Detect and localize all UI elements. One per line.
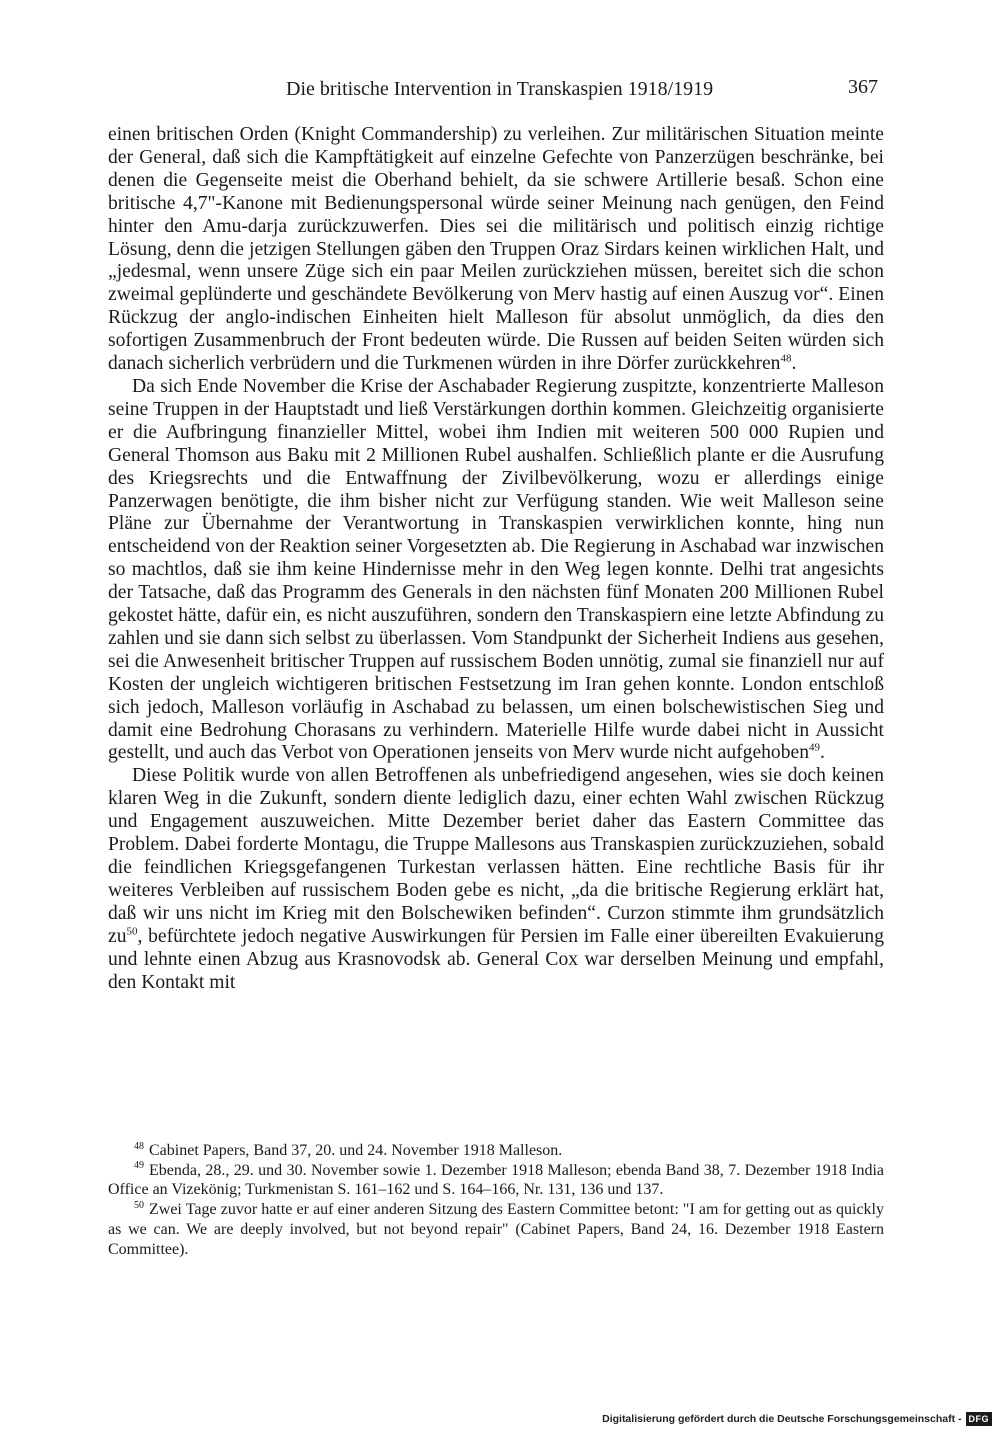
footnote bbox=[108, 1161, 884, 1200]
paragraph-text: einen britischen Orden (Knight Commandership) zu verleihen. Zur militärischen Situation meinte der General, daß sich die Kampftätigkeit auf einzelne Gefechte von Panzerzügen beschränke, bei denen die Gegenseite meist die Oberhand behielt, da sie schwere Artillerie besaß. Schon eine britische 4,7"-Kanone mit Bedienungspersonal würde seiner Meinung nach genügen, den Feind hinter den Amu-darja zurückzuwerfen. Dies sei die militärisch und politisch einzig richtige Lösung, denn die jetzigen Stellungen gäben den Truppen Oraz Sirdars keinen wirklichen Halt, und „jedesmal, wenn unsere Züge sich ein paar Meilen zurückziehen müssen, bereitet sich die schon zweimal geplünderte und geschändete Bevölkerung von Merv hastig auf einen Auszug vor“. Einen Rückzug der anglo-indischen Einheiten hielt Malleson für absolut unmöglich, da dies den sofortigen Zusammenbruch der Front bedeuten würde. Die Russen auf beiden Seiten würden sich danach sicherlich verbrüdern und die Turkmenen würden in ihre Dörfer zurückkehren bbox=[108, 124, 884, 375]
footnote bbox=[108, 1200, 884, 1259]
paragraph-text: . bbox=[791, 353, 797, 375]
footnote-text: Cabinet Papers, Band 37, 20. und 24. November 1918 Malleson. bbox=[149, 1142, 563, 1159]
dfg-logo: DFG bbox=[966, 1412, 993, 1426]
footnote-number: 48 bbox=[134, 1140, 144, 1152]
footnote-text: Zwei Tage zuvor hatte er auf einer anderen Sitzung des Eastern Committee betont: "I am for getting out as quickly as we can. We are deeply involved, but not beyond repair" (Cabinet Papers, Band 24, 16. Dezember 1918 Eastern Committee). bbox=[108, 1201, 884, 1258]
footnote-number: 50 bbox=[134, 1199, 144, 1211]
running-title: Die britische Intervention in Transkaspien 1918/1919 bbox=[286, 78, 714, 100]
paragraph-text: Diese Politik wurde von allen Betroffenen als unbefriedigend angesehen, wies sie doch keinen klaren Weg in die Zukunft, sondern diente lediglich dazu, einer echten Wahl zwischen Rückzug und Engagement auszuweichen. Mitte Dezember beriet daher das Eastern Committee das Problem. Dabei forderte Montagu, die Truppe Mallesons aus Transkaspien zurückzuziehen, sobald die feindlichen Kriegsgefangenen Turkestan verlassen hätten. Eine rechtliche Basis für ihr weiteres Verbleiben auf russischem Boden gebe es nicht, „da die britische Regierung erklärt hat, daß wir uns nicht im Krieg mit den Bolschewiken befinden“. Curzon stimmte ihm grundsätzlich zu bbox=[108, 765, 884, 947]
footnote-text: Ebenda, 28., 29. und 30. November sowie 1. Dezember 1918 Malleson; ebenda Band 38, 7. Dezember 1918 India Office an Vizekönig; Turkmenistan S. 161–162 und S. 164–166, Nr. 131, 136 und 137. bbox=[108, 1161, 884, 1199]
paragraph-text: , befürchtete jedoch negative Auswirkungen für Persien im Falle einer übereilten Evakuierung und lehnte einen Abzug aus Krasnovodsk ab. General Cox war derselben Meinung und empfahl, den Kontakt mit bbox=[108, 925, 884, 993]
page-header bbox=[108, 78, 884, 108]
footnotes bbox=[108, 1141, 884, 1259]
footnote-reference: 50 bbox=[126, 925, 138, 938]
footnote bbox=[108, 1141, 884, 1161]
footnote-number: 49 bbox=[134, 1160, 144, 1172]
paragraph-text: . bbox=[820, 742, 825, 764]
footer-text: Digitalisierung gefördert durch die Deutsche Forschungsgemeinschaft - bbox=[602, 1413, 962, 1425]
paragraph bbox=[108, 765, 884, 994]
paragraph bbox=[108, 376, 884, 765]
footnote-reference: 48 bbox=[780, 352, 792, 365]
body-text bbox=[108, 124, 884, 994]
digitization-footer bbox=[602, 1412, 992, 1426]
footnote-reference: 49 bbox=[809, 741, 821, 754]
paragraph-text: Da sich Ende November die Krise der Aschabader Regierung zuspitzte, konzentrierte Malleson seine Truppen in der Hauptstadt und ließ Verstärkungen dorthin kommen. Gleichzeitig organisierte er die Aufbringung finanzieller Mittel, wobei ihm Indien mit weiteren 500 000 Rupien und General Thomson aus Baku mit 2 Millionen Rubel aushalfen. Schließlich plante er die Ausrufung des Kriegsrechts und die Entwaffnung der Zivilbevölkerung, wozu er allerdings einige Panzerwagen benötigte, die ihm bisher nicht zur Verfügung standen. Wie weit Malleson seine Pläne zur Übernahme der Verantwortung in Transkaspien verwirklichen konnte, hing nun entscheidend von der Reaktion seiner Vorgesetzten ab. Die Regierung in Aschabad war inzwischen so machtlos, daß sie ihm keine Hindernisse mehr in den Weg legen konnte. Delhi trat angesichts der Tatsache, daß das Programm des Generals in den nächsten fünf Monaten 200 Millionen Rubel gekostet hätte, dafür ein, es nicht auszuführen, sondern den Transkaspiern eine letzte Abfindung zu zahlen und sie dann sich selbst zu überlassen. Vom Standpunkt der Sicherheit Indiens aus gesehen, sei die Anwesenheit britischer Truppen auf russischem Boden unnötig, zumal sie finanziell nur auf Kosten der ungleich wichtigeren britischen Festsetzung im Iran gehen konnte. London entschloß sich jedoch, Malleson vorläufig in Aschabad zu belassen, um einen bolschewistischen Sieg und damit eine Bedrohung Chorasans zu verhindern. Materielle Hilfe wurde dabei nicht in Aussicht gestellt, und auch das Verbot von Operationen jenseits von Merv wurde nicht aufgehoben bbox=[108, 375, 884, 764]
paragraph bbox=[108, 124, 884, 376]
page-number: 367 bbox=[848, 76, 878, 98]
